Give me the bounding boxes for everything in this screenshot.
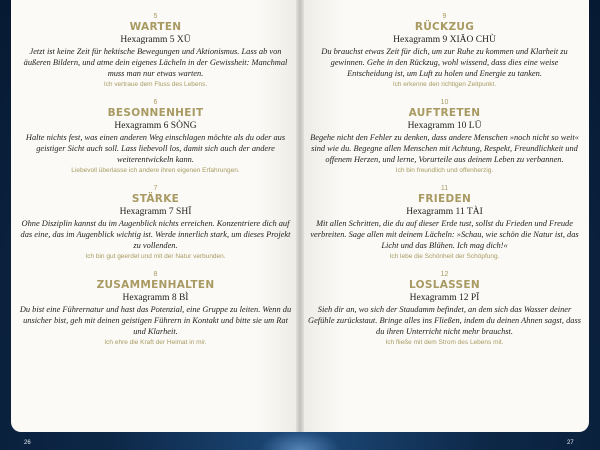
page-number-left: 26 <box>24 440 31 446</box>
entry-number: 8 <box>153 271 158 278</box>
entry-body: Du brauchst etwas Zeit für dich, um zur Ruhe zu kommen und Klarheit zu gewinnen. Gehe in den Rückzug, wohl wissend, dass dies eine weise Entscheidung ist, um Luft zu holen und Energie zu tanken. <box>321 47 568 78</box>
entry-title: AUFTRETEN <box>408 107 481 119</box>
entry-affirmation: Ich fließe mit dem Strom des Lebens mit. <box>385 339 504 346</box>
hexagram-entry-11 <box>308 184 581 262</box>
entry-affirmation: Ich erkenne den richtigen Zeitpunkt. <box>392 81 497 88</box>
hexagram-entry-7 <box>19 184 292 262</box>
entry-title: WARTEN <box>129 21 182 33</box>
entry-hexagram: Hexagramm 7 SHĪ <box>119 207 192 217</box>
entry-hexagram: Hexagramm 8 BÌ <box>122 293 189 303</box>
right-page <box>300 0 589 432</box>
hexagram-entry-9 <box>308 12 581 90</box>
entry-number: 7 <box>153 185 158 192</box>
entry-body: Mit allen Schritten, die du auf dieser Erde tust, sollst du Frieden und Freude verbreiten. Sage allen mit deinem Lächeln: »Schau, wie schön die Natur ist, das Licht und das Blühen. Ich mag dich!« <box>310 219 579 250</box>
left-page <box>11 0 300 432</box>
entry-title: FRIEDEN <box>417 193 472 205</box>
entry-affirmation: Liebevoll überlasse ich andere ihren eigenen Erfahrungen. <box>71 167 240 174</box>
entry-affirmation: Ich vertraue dem Fluss des Lebens. <box>103 81 208 88</box>
hexagram-entry-12 <box>308 270 581 348</box>
entry-body: Ohne Disziplin kannst du im Augenblick nichts erreichen. Konzentriere dich auf das eine, das im Augenblick wichtig ist. Werde innerlich stark, um dieses Projekt zu vollenden. <box>20 219 291 250</box>
entry-body: Du bist eine Führernatur und hast das Potenzial, eine Gruppe zu leiten. Wenn du unsicher bist, geh mit deinen geistigen Führern in Kontakt und bitte sie um Rat und Klarheit. <box>19 305 292 336</box>
entry-affirmation: Ich lebe die Schönheit der Schöpfung. <box>389 253 500 260</box>
entry-hexagram: Hexagramm 5 XŪ <box>120 35 191 45</box>
entry-body: Jetzt ist keine Zeit für hektische Bewegungen und Aktionismus. Lass ab von äußeren Bildern, und atme dein eigenes Lächeln in der Gewissheit: Manchmal muss man nur etwas warten. <box>23 47 288 78</box>
entry-hexagram: Hexagramm 6 SÒNG <box>114 121 197 131</box>
entry-number: 6 <box>153 99 158 106</box>
entry-affirmation: Ich bin gut geerdet und mit der Natur verbunden. <box>85 253 226 260</box>
hexagram-entry-8 <box>19 270 292 348</box>
entry-affirmation: Ich ehre die Kraft der Heimat in mir. <box>104 339 207 346</box>
entry-hexagram: Hexagramm 9 XIĂO CHÙ <box>393 35 496 45</box>
entry-number: 12 <box>440 271 449 278</box>
book-gutter <box>296 0 304 432</box>
entry-hexagram: Hexagramm 10 LŪ <box>407 121 482 131</box>
hexagram-entry-10 <box>308 98 581 176</box>
entry-body: Begehe nicht den Fehler zu denken, dass andere Menschen »noch nicht so weit« sind wie du. Begegne allen Menschen mit Achtung, Respekt, Freundlichkeit und offenem Herzen, und lerne, Vorurteile aus deinem Leben zu verbannen. <box>310 133 579 164</box>
entry-number: 5 <box>153 13 158 20</box>
page-number-right: 27 <box>567 440 574 446</box>
entry-affirmation: Ich bin freundlich und offenherzig. <box>395 167 494 174</box>
entry-title: BESONNENHEIT <box>107 107 204 119</box>
entry-number: 11 <box>440 185 449 192</box>
entry-number: 9 <box>442 13 447 20</box>
entry-hexagram: Hexagramm 12 PĪ <box>409 293 480 303</box>
entry-body: Halte nichts fest, was einen anderen Weg einschlagen möchte als du oder aus geistiger Sicht auch soll. Lass liebevoll los, damit sich auch der andere weiterentwickeln kann. <box>25 133 286 164</box>
entry-title: LOSLASSEN <box>409 279 480 291</box>
hexagram-entry-5 <box>19 12 292 90</box>
entry-title: RÜCKZUG <box>414 21 475 33</box>
hexagram-entry-6 <box>19 98 292 176</box>
entry-number: 10 <box>440 99 449 106</box>
entry-title: STÄRKE <box>131 193 180 205</box>
background-glow <box>260 430 340 450</box>
entry-body: Sieh dir an, wo sich der Staudamm befindet, an dem sich das Wasser deiner Gefühle zurückstaut. Bringe alles ins Fließen, indem du deinen Ahnen sagst, dass du ihren Unterricht nicht mehr brauchst. <box>308 305 581 336</box>
entry-title: ZUSAMMENHALTEN <box>96 279 215 291</box>
entry-hexagram: Hexagramm 11 TÀI <box>406 207 483 217</box>
